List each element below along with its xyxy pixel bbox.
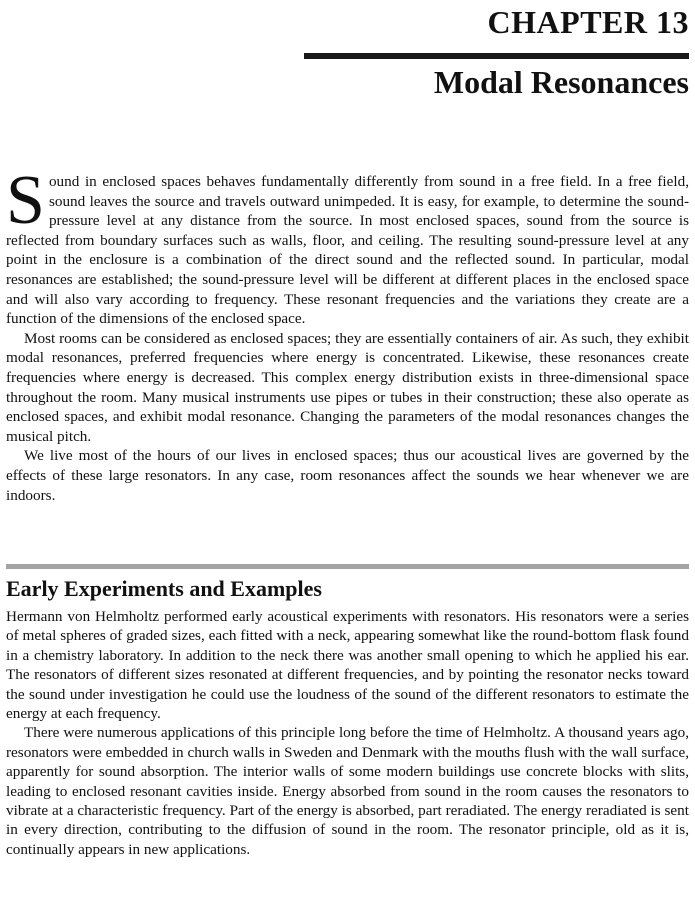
intro-paragraph-1-text: ound in enclosed spaces behaves fundamentally differently from sound in a free field. In a free field, sound leaves the source and travels outward unimpeded. It is easy, for example, to determine the sound-pressure level at any distance from the source. In most enclosed spaces, sound from the source is reflected from boundary surfaces such as walls, floor, and ceiling. The resulting sound-pressure level at any point in the enclosure is a combination of the direct sound and the reflected sound. In particular, modal resonances are established; the sound-pressure level will be different at different places in the enclosed space and will also vary according to frequency. These resonant frequencies and the variations they create are a function of the dimensions of the enclosed space. bbox=[6, 173, 689, 328]
drop-cap: S bbox=[6, 162, 45, 239]
section-divider bbox=[6, 564, 689, 569]
section-body bbox=[6, 607, 689, 859]
section-paragraph-2: There were numerous applications of this principle long before the time of Helmholtz. A thousand years ago, resonators were embedded in church walls in Sweden and Denmark with the mouths flush with the wall surface, apparently for sound absorption. The interior walls of some modern buildings use concrete blocks with slits, leading to enclosed resonant cavities inside. Energy absorbed from sound in the room causes the resonators to vibrate at a characteristic frequency. Part of the energy is absorbed, part reradiated. The energy reradiated is sent in every direction, contributing to the diffusion of sound in the room. The resonator principle, old as it is, continually appears in new applications. bbox=[6, 724, 689, 858]
chapter-label: CHAPTER 13 bbox=[487, 4, 689, 40]
intro-paragraph-2: Most rooms can be considered as enclosed spaces; they are essentially containers of air. As such, they exhibit modal resonances, preferred frequencies where energy is concentrated. Likewise, these resonances create frequencies where energy is decreased. This complex energy distribution exists in three-dimensional space throughout the room. Many musical instruments use pipes or tubes in their construction; these also operate as enclosed spaces, and exhibit modal resonance. Changing the parameters of the modal resonances changes the musical pitch. bbox=[6, 329, 689, 445]
intro-paragraph-3: We live most of the hours of our lives in enclosed spaces; thus our acoustical lives are governed by the effects of these large resonators. In any case, room resonances affect the sounds we hear whenever we are indoors. bbox=[6, 447, 689, 504]
chapter-title: Modal Resonances bbox=[433, 64, 689, 100]
intro-text bbox=[6, 162, 689, 505]
chapter-rule bbox=[304, 53, 689, 59]
intro-paragraph-1 bbox=[6, 162, 689, 329]
section-heading: Early Experiments and Examples bbox=[6, 576, 322, 601]
section-paragraph-1: Hermann von Helmholtz performed early acoustical experiments with resonators. His resonators were a series of metal spheres of graded sizes, each fitted with a neck, appearing somewhat like the round-bottom flask found in a chemistry laboratory. In addition to the neck there was another small opening to which he applied his ear. The resonators of different sizes resonated at different frequencies, and by pointing the resonator necks toward the sound under investigation he could use the loudness of the sound of the different resonators to estimate the energy at each frequency. bbox=[6, 608, 689, 723]
